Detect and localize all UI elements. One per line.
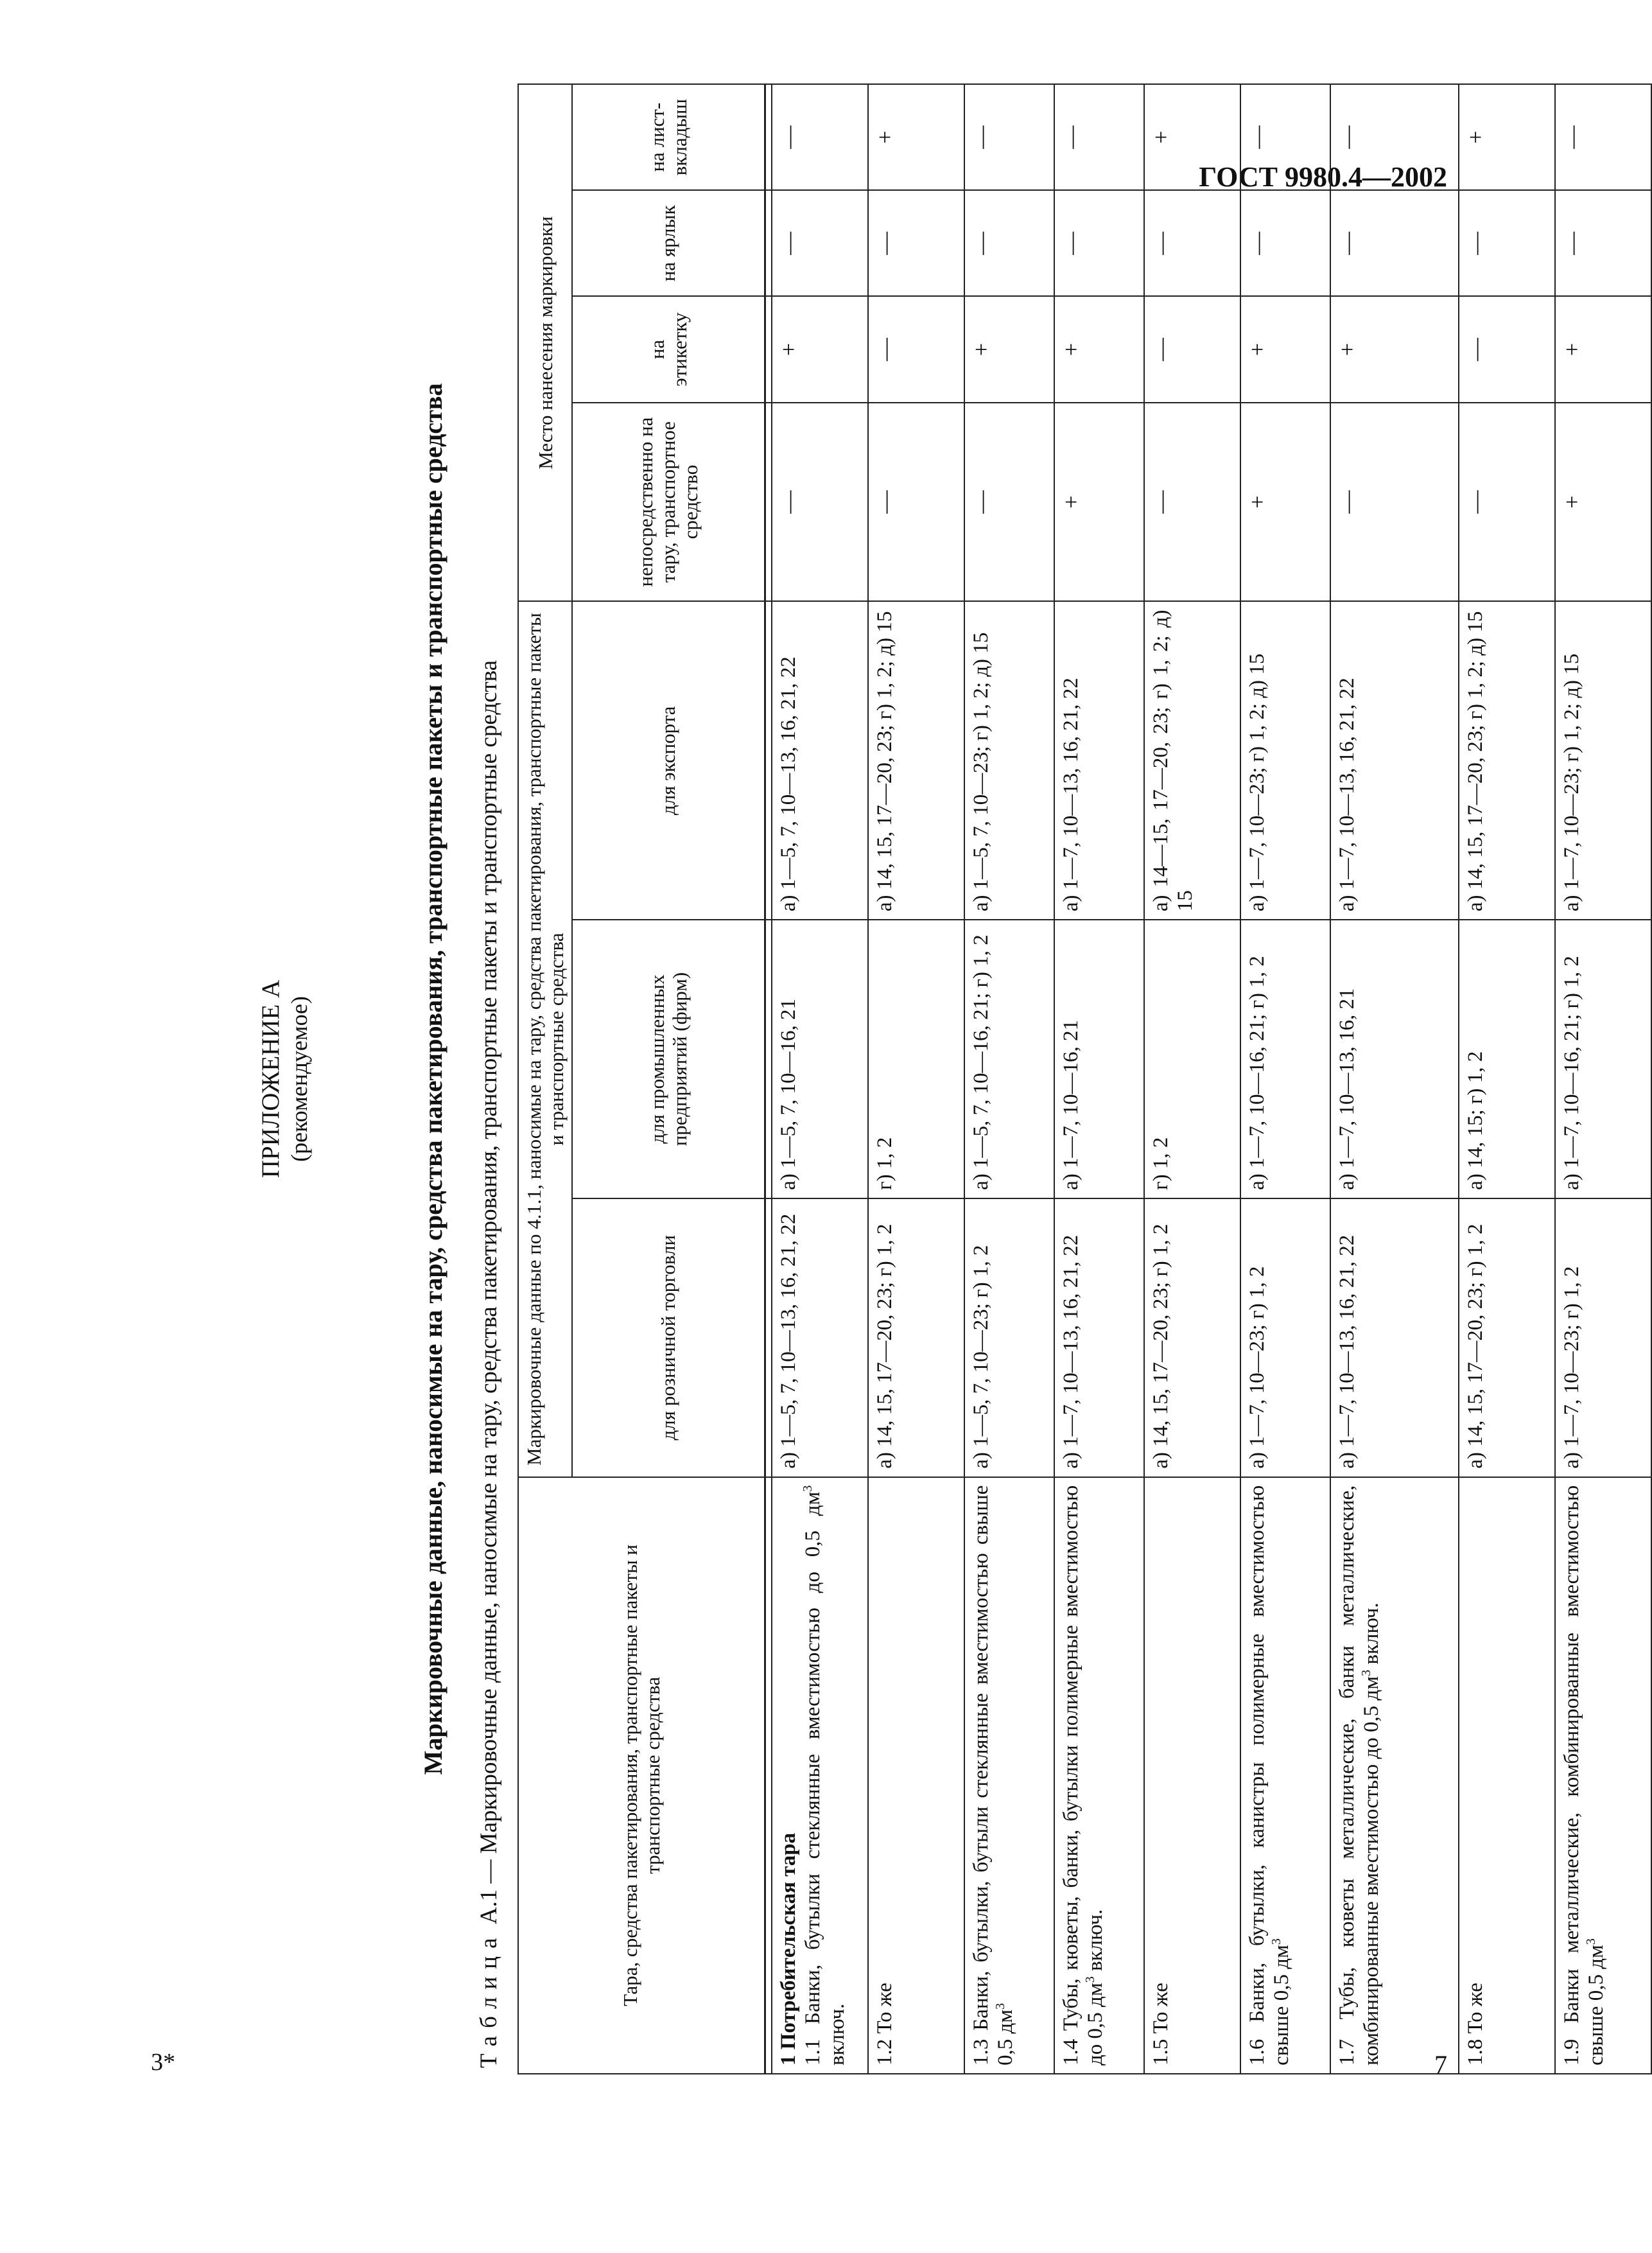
row-name-text: 1.9 Банки металлические, комбинированные вместимостью свыше 0,5 дм [1560, 1485, 1608, 2065]
row-name-text: 1.3 Банки, бутылки, бутыли стеклянные вместимостью свыше 0,5 дм [969, 1485, 1017, 2065]
cell-label: + [1240, 296, 1330, 402]
cell-insert: — [1054, 84, 1144, 190]
cell-export: а) 1—7, 10—13, 16, 21, 22 [1330, 602, 1459, 920]
cell-tag: — [1330, 190, 1459, 296]
cell-label: — [868, 296, 964, 402]
cell-label: — [1459, 296, 1555, 402]
cell-industry: г) 1, 2 [1144, 920, 1240, 1198]
cell-insert: + [868, 84, 964, 190]
cell-retail: а) 1—7, 10—23; г) 1, 2 [1555, 1198, 1651, 1477]
cell-direct: + [1240, 403, 1330, 602]
page-number: 7 [1434, 2050, 1447, 2079]
cell-export: а) 14—15, 17—20, 23; г) 1, 2; д) 15 [1144, 602, 1240, 920]
cell-industry: г) 1, 2 [868, 920, 964, 1198]
marking-table [517, 83, 1652, 2074]
cell-industry: а) 1—7, 10—16, 21; г) 1, 2 [1555, 920, 1651, 1198]
table-row [868, 84, 964, 2074]
sheet-mark: 3* [151, 2049, 175, 2076]
row-name: 1.9 Банки металлические, комбинированные вместимостью свыше 0,5 $дм^3$ [1555, 1477, 1651, 2074]
cell-retail: а) 1—7, 10—13, 16, 21, 22 [1054, 1198, 1144, 1477]
table-row [1240, 84, 1330, 2074]
table-row [964, 84, 1054, 2074]
table-row [1144, 84, 1240, 2074]
cell-export: а) 1—7, 10—13, 16, 21, 22 [1054, 602, 1144, 920]
cell-direct: — [1144, 403, 1240, 602]
cell-insert: — [1555, 84, 1651, 190]
cell-label: — [1144, 296, 1240, 402]
section-heading: 1 Потребительская тара [776, 1832, 800, 2065]
row-name: 1 Потребительская тара 1.1 Банки, бутылки стеклянные вместимостью до 0,5 $дм^3$ включ. [772, 1477, 868, 2074]
cell-insert: — [1240, 84, 1330, 190]
cell-retail: а) 1—5, 7, 10—13, 16, 21, 22 [772, 1198, 868, 1477]
document-code: ГОСТ 9980.4—2002 [1199, 161, 1447, 193]
cell-tag: — [772, 190, 868, 296]
cell-tag: — [1459, 190, 1555, 296]
header-direct: непосредственно на тару, транспортное средство [572, 403, 765, 602]
document-title: Маркировочные данные, наносимые на тару, средства пакетирования, транспортные пакеты и транспортные средства [419, 383, 448, 1775]
cell-export: а) 14, 15, 17—20, 23; г) 1, 2; д) 15 [1459, 602, 1555, 920]
cell-insert: — [772, 84, 868, 190]
appendix-heading [257, 83, 315, 2074]
cell-retail: а) 14, 15, 17—20, 23; г) 1, 2 [868, 1198, 964, 1477]
row-name-tail: включ. [825, 2003, 849, 2065]
header-tag: на ярлык [572, 190, 765, 296]
cell-retail: а) 14, 15, 17—20, 23; г) 1, 2 [1144, 1198, 1240, 1477]
cell-direct: — [868, 403, 964, 602]
cell-industry: а) 1—7, 10—13, 16, 21 [1330, 920, 1459, 1198]
cell-industry: а) 14, 15; г) 1, 2 [1459, 920, 1555, 1198]
appendix-subtitle: (рекомендуемое) [286, 996, 312, 1162]
row-name: 1.6 Банки, бутылки, канистры полимерные вместимостью свыше 0,5 $дм^3$ [1240, 1477, 1330, 2074]
cell-tag: — [868, 190, 964, 296]
table-caption-prefix: Таблица [476, 1930, 502, 2068]
cell-label: + [772, 296, 868, 402]
row-name: 1.4 Тубы, кюветы, банки, бутылки полимерные вместимостью до 0,5 $дм^3$ включ. [1054, 1477, 1144, 2074]
cell-export: а) 1—5, 7, 10—13, 16, 21, 22 [772, 602, 868, 920]
cell-direct: + [1054, 403, 1144, 602]
cell-industry: а) 1—7, 10—16, 21 [1054, 920, 1144, 1198]
cell-label: + [964, 296, 1054, 402]
cell-export: а) 14, 15, 17—20, 23; г) 1, 2; д) 15 [868, 602, 964, 920]
cell-direct: — [1330, 403, 1459, 602]
cell-direct: — [964, 403, 1054, 602]
header-insert: на лист-вкладыш [572, 84, 765, 190]
row-name [1459, 1477, 1555, 2074]
cell-export: а) 1—7, 10—23; г) 1, 2; д) 15 [1240, 602, 1330, 920]
cell-direct: — [772, 403, 868, 602]
row-name-text: 1.4 Тубы, кюветы, банки, бутылки полимерные вместимостью до 0,5 дм [1059, 1485, 1107, 2065]
cell-tag: — [1555, 190, 1651, 296]
header-industry: для промышленных предприятий (фирм) [572, 920, 765, 1198]
header-container-type: Тара, средства пакетирования, транспортные пакеты и транспортные средства [518, 1477, 765, 2074]
cell-tag: — [1054, 190, 1144, 296]
cell-retail: а) 1—7, 10—13, 16, 21, 22 [1330, 1198, 1459, 1477]
row-name-text: 1.5 То же [1149, 1983, 1172, 2065]
cell-industry: а) 1—7, 10—16, 21; г) 1, 2 [1240, 920, 1330, 1198]
row-name-text: 1.8 То же [1463, 1983, 1487, 2065]
cell-industry: а) 1—5, 7, 10—16, 21; г) 1, 2 [964, 920, 1054, 1198]
table-row [1555, 84, 1651, 2074]
cell-industry: а) 1—5, 7, 10—16, 21 [772, 920, 868, 1198]
row-name-text: 1.7 Тубы, кюветы металлические, банки металлические, комбинированные вместимостью до 0,5 дм [1335, 1485, 1383, 2065]
row-name-tail: включ. [1359, 1602, 1383, 1670]
cell-insert: — [964, 84, 1054, 190]
cell-direct: — [1459, 403, 1555, 602]
header-marking-place: Место нанесения маркировки [518, 84, 572, 602]
cell-insert: — [1330, 84, 1459, 190]
cell-label: + [1555, 296, 1651, 402]
cell-export: а) 1—5, 7, 10—23; г) 1, 2; д) 15 [964, 602, 1054, 920]
table-caption-text: А.1 — Маркировочные данные, наносимые на тару, средства пакетирования, транспортные пакеты и транспортные средства [476, 660, 502, 1925]
table-body [772, 84, 1651, 2074]
cell-tag: — [1240, 190, 1330, 296]
rotated-page-content [257, 83, 1608, 2074]
cell-retail: а) 1—7, 10—23; г) 1, 2 [1240, 1198, 1330, 1477]
header-marking-data: Маркировочные данные по 4.1.1, наносимые на тару, средства пакетирования, транспортные пакеты и транспортные средства [518, 602, 572, 1477]
cell-tag: — [1144, 190, 1240, 296]
cell-tag: — [964, 190, 1054, 296]
row-name [868, 1477, 964, 2074]
cell-insert: + [1459, 84, 1555, 190]
row-name: 1.3 Банки, бутылки, бутыли стеклянные вместимостью свыше 0,5 $дм^3$ [964, 1477, 1054, 2074]
row-name [1144, 1477, 1240, 2074]
cell-insert: + [1144, 84, 1240, 190]
cell-retail: а) 14, 15, 17—20, 23; г) 1, 2 [1459, 1198, 1555, 1477]
row-name-tail: включ. [1083, 1909, 1107, 1977]
cell-export: а) 1—7, 10—23; г) 1, 2; д) 15 [1555, 602, 1651, 920]
appendix-title: ПРИЛОЖЕНИЕ А [257, 979, 284, 1179]
table-caption [473, 83, 506, 2068]
table-row [772, 84, 868, 2074]
cell-direct: + [1555, 403, 1651, 602]
row-name-text: 1.2 То же [873, 1983, 896, 2065]
cell-label: + [1330, 296, 1459, 402]
table-row [1054, 84, 1144, 2074]
header-export: для экспорта [572, 602, 765, 920]
table-row [1459, 84, 1555, 2074]
row-name-text: 1.6 Банки, бутылки, канистры полимерные вместимостью свыше 0,5 дм [1245, 1485, 1293, 2065]
header-retail: для розничной торговли [572, 1198, 765, 1477]
table-row [1330, 84, 1459, 2074]
cell-retail: а) 1—5, 7, 10—23; г) 1, 2 [964, 1198, 1054, 1477]
cell-label: + [1054, 296, 1144, 402]
row-name-text: 1.1 Банки, бутылки стеклянные вместимостью до 0,5 дм [801, 1491, 824, 2065]
row-name: 1.7 Тубы, кюветы металлические, банки металлические, комбинированные вместимостью до 0,5 $дм^3$ включ. [1330, 1477, 1459, 2074]
header-label: на этикетку [572, 296, 765, 402]
